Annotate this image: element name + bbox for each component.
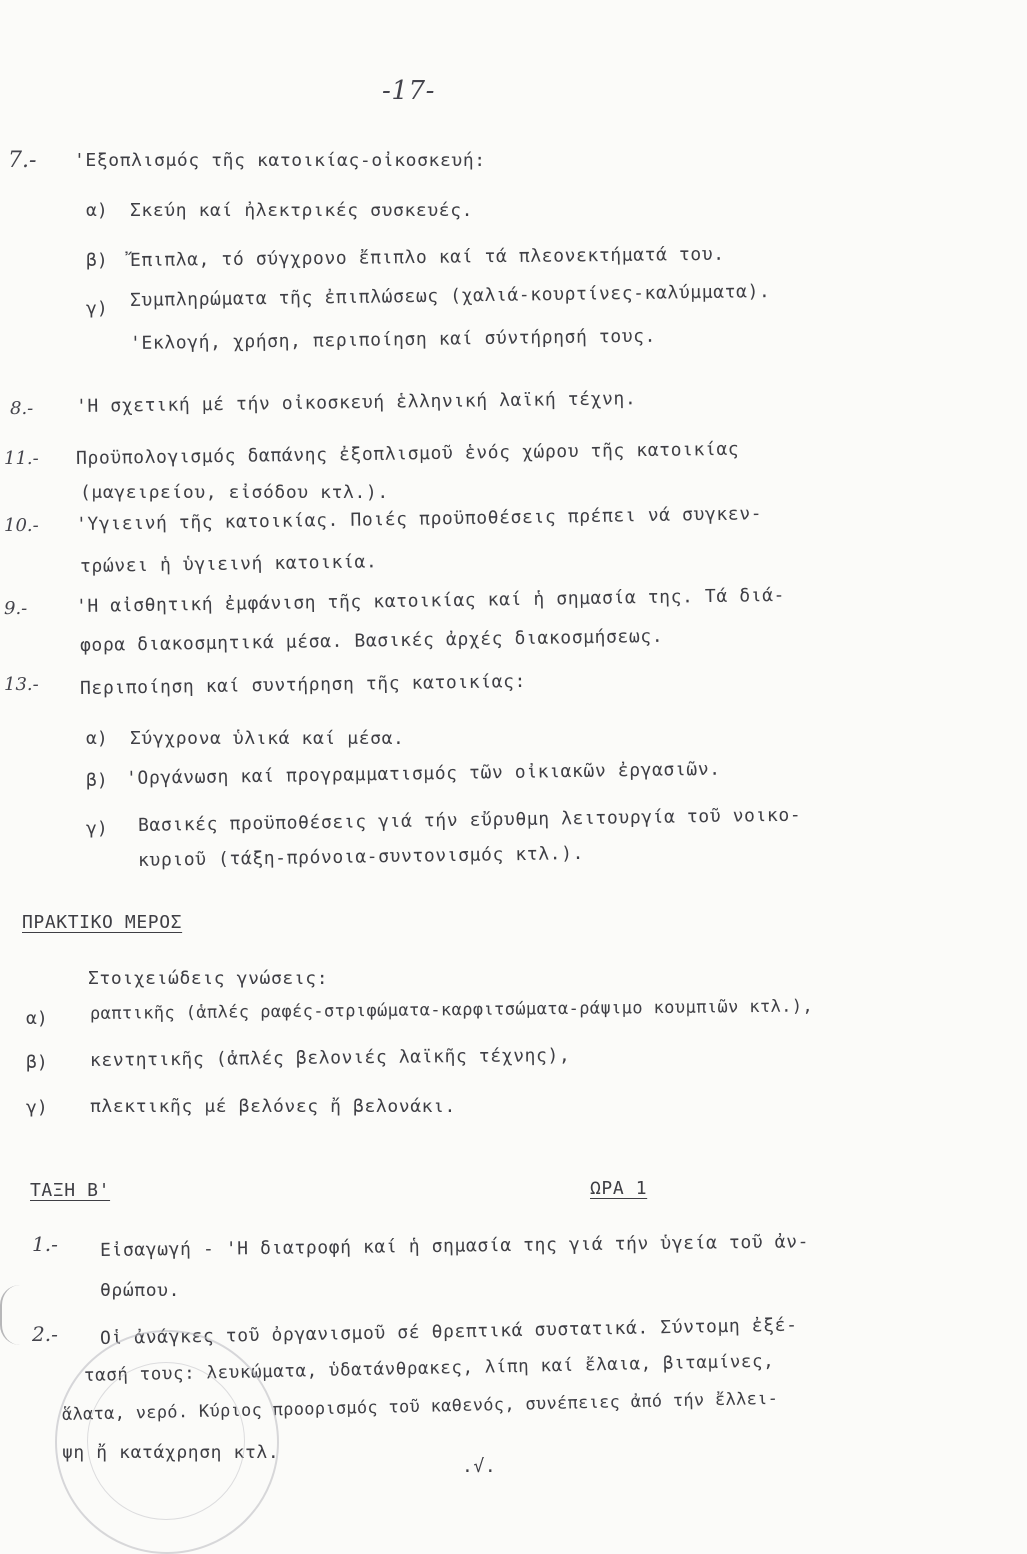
item-7b-text: Ἔπιπλα, τό σύγχρονο ἔπιπλο καί τά πλεονεκτήματά του. bbox=[129, 243, 725, 271]
class-b-item-1-text-continued: θρώπου. bbox=[100, 1280, 181, 1301]
practical-b-text: κεντητικῆς (ἁπλές βελονιές λαϊκῆς τέχνης), bbox=[89, 1044, 571, 1071]
practical-a-text: ραπτικῆς (ἁπλές ραφές-στριφώματα-καρφιτσώματα-ράψιμο κουμπιῶν κτλ.), bbox=[89, 996, 814, 1024]
item-7c-number: γ) bbox=[86, 298, 108, 319]
item-7a-text: Σκεύη καί ἠλεκτρικές συσκευές. bbox=[130, 200, 474, 221]
item-13b-text: 'Οργάνωση καί προγραμματισμός τῶν οἰκιακῶν ἐργασιῶν. bbox=[125, 758, 721, 789]
practical-c-text: πλεκτικῆς μέ βελόνες ἤ βελονάκι. bbox=[90, 1096, 456, 1117]
practical-intro: Στοιχειώδεις γνώσεις: bbox=[88, 968, 329, 989]
page-number: -17- bbox=[382, 76, 436, 106]
item-13-number: 13.- bbox=[4, 674, 39, 695]
item-13a-number: α) bbox=[86, 728, 108, 749]
class-b-item-1-number: 1.- bbox=[32, 1232, 58, 1256]
class-b-item-2-text-line4: ψη ἤ κατάχρηση κτλ. bbox=[62, 1442, 280, 1463]
class-b-item-2-text-line2: τασή τους: λευκώματα, ὑδατάνθρακες, λίπη καί ἔλαια, βιταμίνες, bbox=[83, 1351, 775, 1386]
item-13c-number: γ) bbox=[86, 818, 108, 839]
item-11-text: Προϋπολογισμός δαπάνης ἐξοπλισμοῦ ἑνός χώρου τῆς κατοικίας bbox=[75, 438, 740, 469]
practical-a-number: α) bbox=[26, 1008, 48, 1029]
class-b-hours: ΩΡΑ 1 bbox=[590, 1178, 648, 1199]
item-7c-text: Συμπληρώματα τῆς ἐπιπλώσεως (χαλιά-κουρτίνες-καλύμματα). bbox=[129, 281, 771, 311]
item-9-text: 'Η αἰσθητική ἐμφάνιση τῆς κατοικίας καί ἡ σημασία της. Τά διά- bbox=[75, 584, 786, 617]
item-10-number: 10.- bbox=[4, 515, 39, 536]
class-b-item-2-number: 2.- bbox=[32, 1322, 58, 1346]
practical-b-number: β) bbox=[26, 1052, 48, 1073]
item-11-number: 11.- bbox=[4, 448, 39, 469]
item-13c-text-continued: κυριοῦ (τάξη-πρόνοια-συντονισμός κτλ.). bbox=[137, 842, 585, 871]
item-9-text-continued: φορα διακοσμητικά μέσα. Βασικές ἀρχές διακοσμήσεως. bbox=[79, 625, 664, 656]
item-10-text: 'Υγιεινή τῆς κατοικίας. Ποιές προϋποθέσεις πρέπει νά συγκεν- bbox=[75, 503, 763, 535]
practical-heading: ΠΡΑΚΤΙΚΟ ΜΕΡΟΣ bbox=[22, 912, 183, 933]
class-b-item-2-text: Οἱ ἀνάγκες τοῦ ὀργανισμοῦ σέ θρεπτικά συστατικά. Σύντομη ἐξέ- bbox=[99, 1314, 798, 1349]
item-13-text: Περιποίηση καί συντήρηση τῆς κατοικίας: bbox=[79, 670, 527, 699]
item-8-text: 'Η σχετική μέ τήν οἰκοσκευή ἑλληνική λαϊκή τέχνη. bbox=[75, 388, 637, 417]
item-7b-number: β) bbox=[86, 250, 108, 271]
item-7-number: 7.- bbox=[8, 148, 37, 173]
margin-bracket-mark bbox=[0, 1285, 26, 1345]
item-11-text-continued: (μαγειρείου, εἰσόδου κτλ.). bbox=[80, 482, 389, 503]
class-b-item-1-text: Εἰσαγωγή - 'Η διατροφή καί ἡ σημασία της γιά τήν ὑγεία τοῦ ἀν- bbox=[99, 1231, 810, 1261]
class-b-item-2-text-line3: ἅλατα, νερό. Κύριος προορισμός τοῦ καθενός, συνέπειες ἀπό τήν ἔλλει- bbox=[61, 1388, 779, 1425]
official-stamp-inner-ring bbox=[87, 1362, 245, 1520]
official-stamp bbox=[55, 1330, 279, 1554]
item-7-text: 'Εξοπλισμός τῆς κατοικίας-οἰκοσκευή: bbox=[74, 150, 486, 171]
continuation-mark: .√. bbox=[462, 1456, 497, 1477]
practical-c-number: γ) bbox=[26, 1097, 48, 1118]
item-13b-number: β) bbox=[86, 770, 108, 791]
item-7c-text-continued: 'Εκλογή, χρήση, περιποίηση καί σύντήρησή τους. bbox=[129, 325, 657, 354]
class-b-heading: ΤΑΞΗ Β' bbox=[30, 1180, 111, 1201]
item-10-text-continued: τρώνει ἡ ὑγιεινή κατοικία. bbox=[79, 551, 378, 577]
item-7a-number: α) bbox=[86, 200, 108, 221]
item-13c-text: Βασικές προϋποθέσεις γιά τήν εὔρυθμη λειτουργία τοῦ νοικο- bbox=[137, 804, 802, 836]
item-13a-text: Σύγχρονα ὑλικά καί μέσα. bbox=[130, 728, 405, 749]
item-8-number: 8.- bbox=[10, 398, 34, 419]
item-9-number: 9.- bbox=[4, 598, 28, 619]
